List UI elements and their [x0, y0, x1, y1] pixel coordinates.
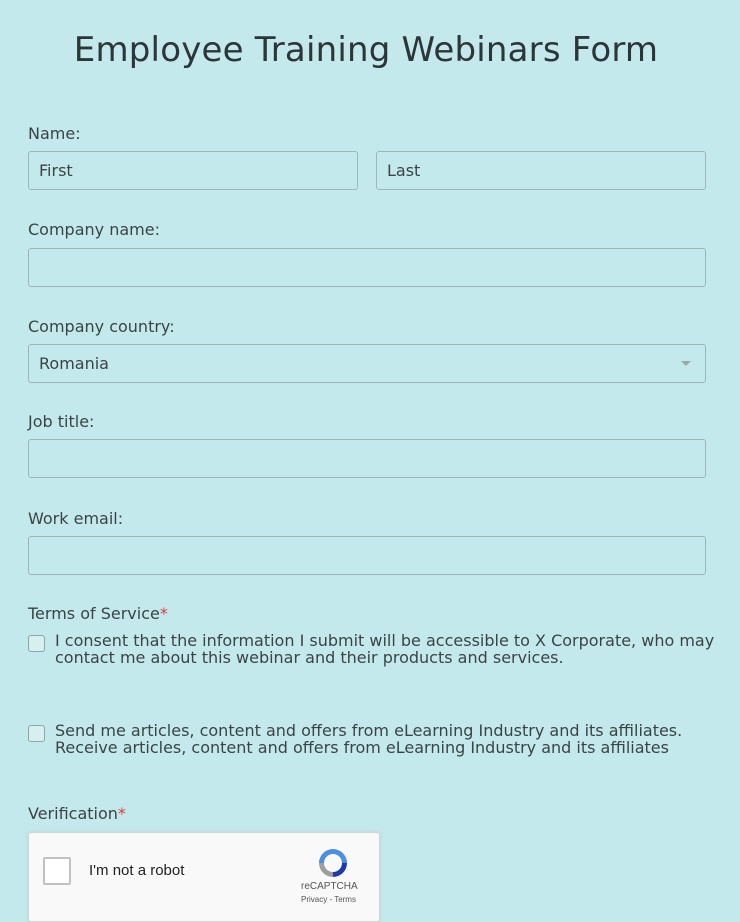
newsletter-checkbox[interactable]	[28, 725, 45, 742]
verification-label-text: Verification	[28, 804, 118, 823]
company-country-select[interactable]	[28, 344, 706, 383]
chevron-down-icon	[681, 361, 691, 366]
company-country-value: Romania	[39, 354, 109, 373]
job-title-label: Job title:	[28, 412, 95, 431]
recaptcha-widget	[28, 832, 380, 922]
terms-label-text: Terms of Service	[28, 604, 160, 623]
terms-label	[28, 604, 168, 623]
last-name-input[interactable]	[376, 151, 706, 190]
form-title: Employee Training Webinars Form	[73, 30, 659, 70]
company-name-input[interactable]	[28, 248, 706, 287]
recaptcha-brand: reCAPTCHA	[301, 881, 358, 892]
recaptcha-logo-icon	[313, 845, 353, 881]
required-mark: *	[117, 804, 126, 823]
work-email-label: Work email:	[28, 509, 124, 528]
job-title-input[interactable]	[28, 439, 706, 478]
name-label: Name:	[28, 124, 81, 143]
recaptcha-checkbox[interactable]	[43, 857, 71, 885]
consent-option[interactable]	[28, 632, 718, 666]
required-mark: *	[159, 604, 168, 623]
recaptcha-links[interactable]: Privacy - Terms	[301, 895, 356, 904]
verification-label	[28, 804, 126, 823]
company-country-label: Company country:	[28, 317, 175, 336]
work-email-input[interactable]	[28, 536, 706, 575]
consent-checkbox[interactable]	[28, 635, 45, 652]
recaptcha-text: I'm not a robot	[89, 862, 185, 879]
consent-text: I consent that the information I submit will be accessible to X Corporate, who may contact me about this webinar and their products and services.	[55, 631, 715, 667]
newsletter-option[interactable]	[28, 722, 718, 756]
first-name-input[interactable]	[28, 151, 358, 190]
company-name-label: Company name:	[28, 220, 160, 239]
newsletter-text: Send me articles, content and offers from eLearning Industry and its affiliates. Receive articles, content and offers from eLearning Industry and its affiliates	[55, 721, 683, 757]
